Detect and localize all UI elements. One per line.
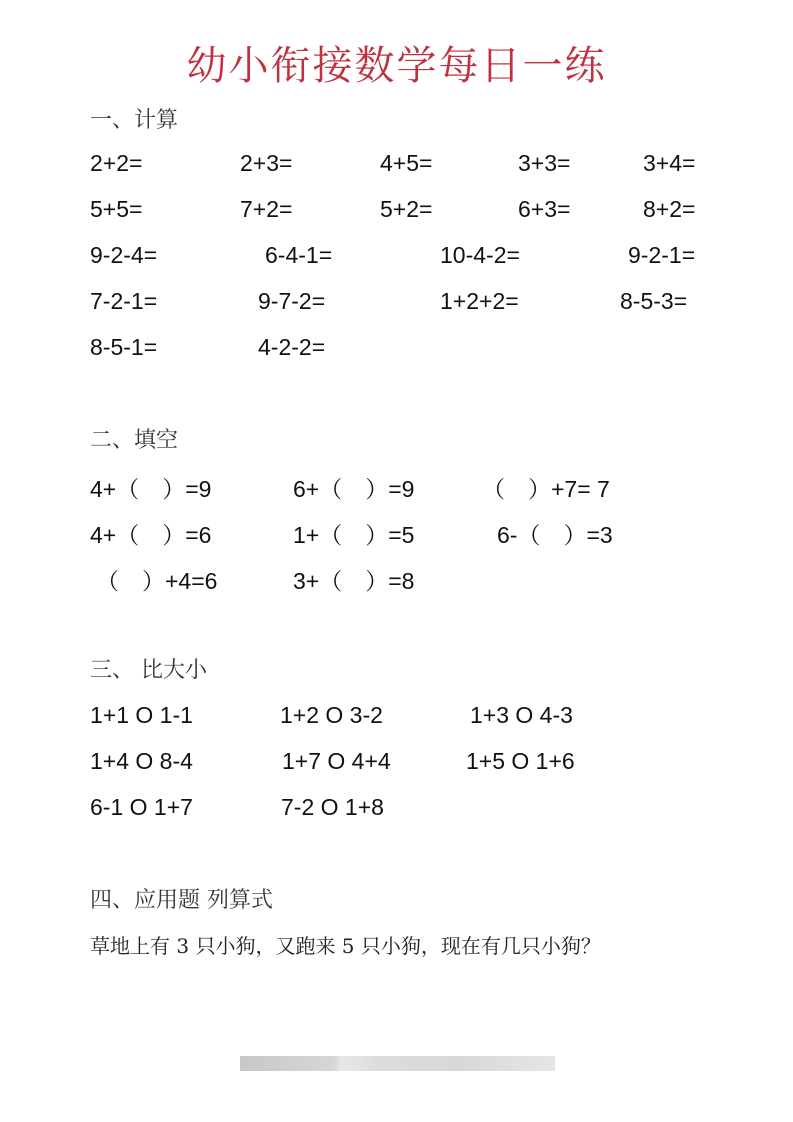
problem: 4-2-2= [258,334,326,360]
problem: 6-（ ）=3 [497,522,613,548]
problem: 9-2-4= [90,242,158,268]
problem: 5+2= [380,196,433,222]
section-heading-calculation: 一、计算 [90,108,179,133]
blurred-footer [240,1056,555,1071]
problem: 3+4= [643,150,696,176]
problem: 1+1 O 1-1 [90,702,193,728]
problem: 7-2-1= [90,288,158,314]
problem: 3+3= [518,150,571,176]
problem: 1+5 O 1+6 [466,748,575,774]
problem: 3+（ ）=8 [293,568,415,594]
problem: 8-5-3= [620,288,688,314]
problem: 1+（ ）=5 [293,522,415,548]
problem: 7+2= [240,196,293,222]
section-heading-fill-in: 二、填空 [90,428,179,453]
problem: 4+（ ）=6 [90,522,212,548]
problem: 5+5= [90,196,143,222]
problem: （ ）+4=6 [96,568,218,594]
problem: 1+3 O 4-3 [470,702,573,728]
problem: 2+3= [240,150,293,176]
problem: 6-1 O 1+7 [90,794,193,820]
page-title: 幼小衔接数学每日一练 [186,43,607,89]
section-heading-compare: 三、 比大小 [90,658,207,683]
problem: 1+2 O 3-2 [280,702,383,728]
problem: 1+4 O 8-4 [90,748,193,774]
problem: 4+5= [380,150,433,176]
problem: 8+2= [643,196,696,222]
problem: 10-4-2= [440,242,520,268]
problem: 6-4-1= [265,242,333,268]
problem: 1+7 O 4+4 [282,748,391,774]
problem: 4+（ ）=9 [90,476,212,502]
problem: 7-2 O 1+8 [281,794,384,820]
problem: （ ）+7= 7 [482,476,610,502]
problem: 1+2+2= [440,288,519,314]
problem: 6+3= [518,196,571,222]
problem: 2+2= [90,150,143,176]
problem: 6+（ ）=9 [293,476,415,502]
section-heading-word-problem: 四、应用题 列算式 [90,888,273,913]
problem: 8-5-1= [90,334,158,360]
word-problem-text: 草地上有 3 只小狗，又跑来 5 只小狗，现在有几只小狗？ [90,934,601,958]
problem: 9-2-1= [628,242,696,268]
problem: 9-7-2= [258,288,326,314]
